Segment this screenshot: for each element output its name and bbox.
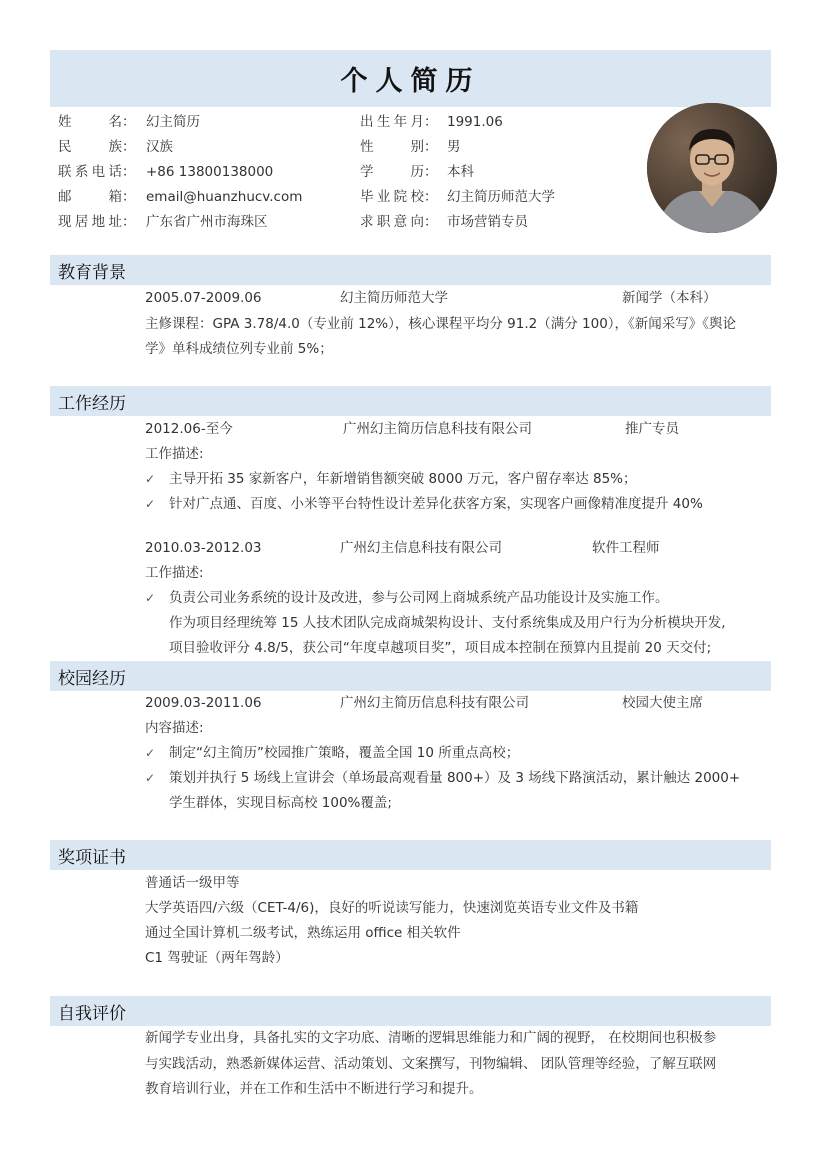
info-value: 汉族 <box>146 139 173 155</box>
work-period: 2012.06-至今 <box>145 421 233 437</box>
education-school: 幻主简历师范大学 <box>340 290 448 306</box>
education-line: 主修课程：GPA 3.78/4.0（专业前 12%），核心课程平均分 91.2（满分 100），《新闻采写》《舆论 <box>145 316 737 332</box>
campus-role: 校园大使主席 <box>622 695 703 711</box>
education-line: 学》单科成绩位列专业前 5%； <box>145 341 333 357</box>
self-evaluation-line: 与实践活动，熟悉新媒体运营、活动策划、文案撰写，刊物编辑、 团队管理等经验，了解互联网 <box>145 1056 717 1072</box>
section-work-title: 工作经历 <box>58 394 126 414</box>
email-value[interactable]: email@huanzhucv.com <box>146 189 303 205</box>
work-company: 广州幻主简历信息科技有限公司 <box>343 421 532 437</box>
info-row <box>58 110 638 135</box>
award-item: 普通话一级甲等 <box>145 875 240 891</box>
info-label: 性别 <box>360 139 424 155</box>
info-label: 学历 <box>360 164 424 180</box>
info-value: 市场营销专员 <box>447 214 528 230</box>
campus-bullet-continued: 学生群体，实现目标高校 100%覆盖; <box>169 795 392 811</box>
info-colon: ： <box>122 214 136 230</box>
info-colon: ： <box>424 214 438 230</box>
info-label: 现居地址 <box>58 214 122 230</box>
section-self-title: 自我评价 <box>58 1004 126 1024</box>
campus-period: 2009.03-2011.06 <box>145 695 262 711</box>
info-label: 姓名 <box>58 114 122 130</box>
info-value: +86 13800138000 <box>146 164 274 180</box>
section-work-bar <box>50 386 771 416</box>
work-bullet: 负责公司业务系统的设计及改进，参与公司网上商城系统产品功能设计及实施工作。 <box>169 590 669 606</box>
info-row <box>58 135 638 160</box>
section-campus-title: 校园经历 <box>58 669 126 689</box>
info-value: 幻主简历师范大学 <box>447 189 555 205</box>
info-label: 民族 <box>58 139 122 155</box>
work-desc-label: 工作描述: <box>145 565 204 581</box>
campus-bullet: 制定“幻主简历”校园推广策略，覆盖全国 10 所重点高校； <box>169 745 520 761</box>
info-colon: ： <box>122 164 136 180</box>
education-major: 新闻学（本科） <box>622 290 717 306</box>
campus-desc-label: 内容描述: <box>145 720 204 736</box>
work-role: 软件工程师 <box>592 540 660 556</box>
self-evaluation-line: 新闻学专业出身，具备扎实的文字功底、清晰的逻辑思维能力和广阔的视野， 在校期间也积极参 <box>145 1030 717 1046</box>
portrait-image <box>647 103 777 233</box>
work-bullet-continued: 项目验收评分 4.8/5，获公司“年度卓越项目奖”，项目成本控制在预算内且提前 20 天交付; <box>169 640 712 656</box>
work-bullet-continued: 作为项目经理统筹 15 人技术团队完成商城架构设计、支付系统集成及用户行为分析模块开发, <box>169 615 726 631</box>
info-colon: ： <box>122 139 136 155</box>
check-icon: ✓ <box>145 771 156 785</box>
campus-bullet: 策划并执行 5 场线上宣讲会（单场最高观看量 800+）及 3 场线下路演活动，累计触达 2000+ <box>169 770 741 786</box>
info-label: 出生年月 <box>360 114 424 130</box>
work-desc-label: 工作描述: <box>145 446 204 462</box>
info-colon: ： <box>122 189 136 205</box>
profile-photo <box>647 103 777 233</box>
check-icon: ✓ <box>145 472 156 486</box>
section-campus-bar <box>50 661 771 691</box>
info-label: 邮箱 <box>58 189 122 205</box>
education-period: 2005.07-2009.06 <box>145 290 262 306</box>
work-role: 推广专员 <box>625 421 679 437</box>
campus-company: 广州幻主简历信息科技有限公司 <box>340 695 529 711</box>
info-value: 广东省广州市海珠区 <box>146 214 268 230</box>
award-item: 通过全国计算机二级考试，熟练运用 office 相关软件 <box>145 925 461 941</box>
check-icon: ✓ <box>145 591 156 605</box>
self-evaluation-line: 教育培训行业，并在工作和生活中不断进行学习和提升。 <box>145 1081 483 1097</box>
info-colon: ： <box>424 139 438 155</box>
info-colon: ： <box>424 189 438 205</box>
check-icon: ✓ <box>145 746 156 760</box>
info-value: 幻主简历 <box>146 114 200 130</box>
info-row <box>58 185 638 210</box>
info-value: 本科 <box>447 164 474 180</box>
basic-info <box>58 110 638 235</box>
resume-title: 个人简历 <box>340 66 481 97</box>
section-awards-title: 奖项证书 <box>58 848 126 868</box>
section-awards-bar <box>50 840 771 870</box>
info-colon: ： <box>424 114 438 130</box>
check-icon: ✓ <box>145 497 156 511</box>
work-bullet: 主导开拓 35 家新客户，年新增销售额突破 8000 万元，客户留存率达 85%； <box>169 471 637 487</box>
section-education-title: 教育背景 <box>58 263 126 283</box>
work-company: 广州幻主信息科技有限公司 <box>340 540 502 556</box>
info-colon: ： <box>424 164 438 180</box>
info-colon: ： <box>122 114 136 130</box>
award-item: C1 驾驶证（两年驾龄） <box>145 950 289 966</box>
resume-title-bar <box>50 50 771 107</box>
info-label: 毕业院校 <box>360 189 424 205</box>
work-bullet: 针对广点通、百度、小米等平台特性设计差异化获客方案，实现客户画像精准度提升 40% <box>169 496 703 512</box>
info-label: 求职意向 <box>360 214 424 230</box>
work-period: 2010.03-2012.03 <box>145 540 262 556</box>
info-row <box>58 210 638 235</box>
award-item: 大学英语四/六级（CET-4/6)，良好的听说读写能力，快速浏览英语专业文件及书籍 <box>145 900 639 916</box>
info-label: 联系电话 <box>58 164 122 180</box>
info-value: 1991.06 <box>447 114 503 130</box>
info-row <box>58 160 638 185</box>
info-value: 男 <box>447 139 461 155</box>
section-education-bar <box>50 255 771 285</box>
section-self-bar <box>50 996 771 1026</box>
